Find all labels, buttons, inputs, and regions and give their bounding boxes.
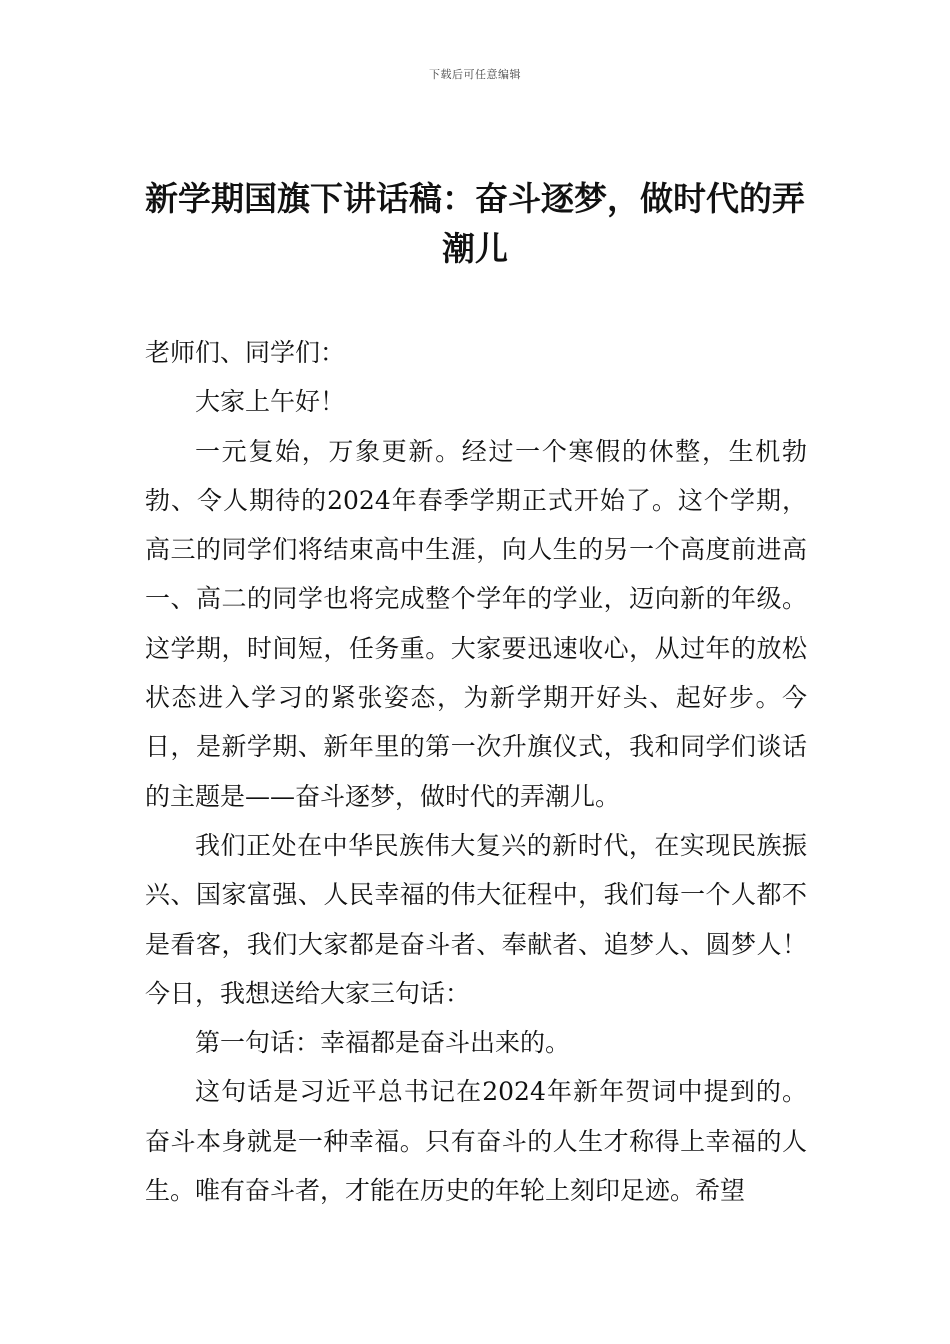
salutation: 老师们、同学们： [145, 338, 346, 367]
header-note: 下载后可任意编辑 [429, 68, 521, 81]
document-title: 新学期国旗下讲话稿：奋斗逐梦，做时代的弄潮儿 [145, 179, 805, 268]
document-body [145, 328, 807, 1215]
paragraph-era: 我们正处在中华民族伟大复兴的新时代，在实现民族振兴、国家富强、人民幸福的伟大征程中，我们每一个人都不是看客，我们大家都是奋斗者、奉献者、追梦人、圆梦人！今日，我想送给大家三句话： [145, 830, 807, 1008]
paragraph-greeting: 大家上午好！ [195, 387, 346, 417]
paragraph-first-point-detail: 这句话是习近平总书记在2024年新年贺词中提到的。奋斗本身就是一种幸福。只有奋斗的人生才称得上幸福的人生。唯有奋斗者，才能在历史的年轮上刻印足迹。希望 [145, 1077, 807, 1206]
paragraph-first-point: 第一句话：幸福都是奋斗出来的。 [195, 1028, 571, 1058]
paragraph-intro: 一元复始，万象更新。经过一个寒假的休整，生机勃勃、令人期待的2024年春季学期正式开始了。这个学期，高三的同学们将结束高中生涯，向人生的另一个高度前进高一、高二的同学也将完成整个学年的学业，迈向新的年级。这学期，时间短，任务重。大家要迅速收心，从过年的放松状态进入学习的紧张姿态，为新学期开好头、起好步。今日，是新学期、新年里的第一次升旗仪式，我和同学们谈话的主题是——奋斗逐梦，做时代的弄潮儿。 [145, 436, 807, 811]
